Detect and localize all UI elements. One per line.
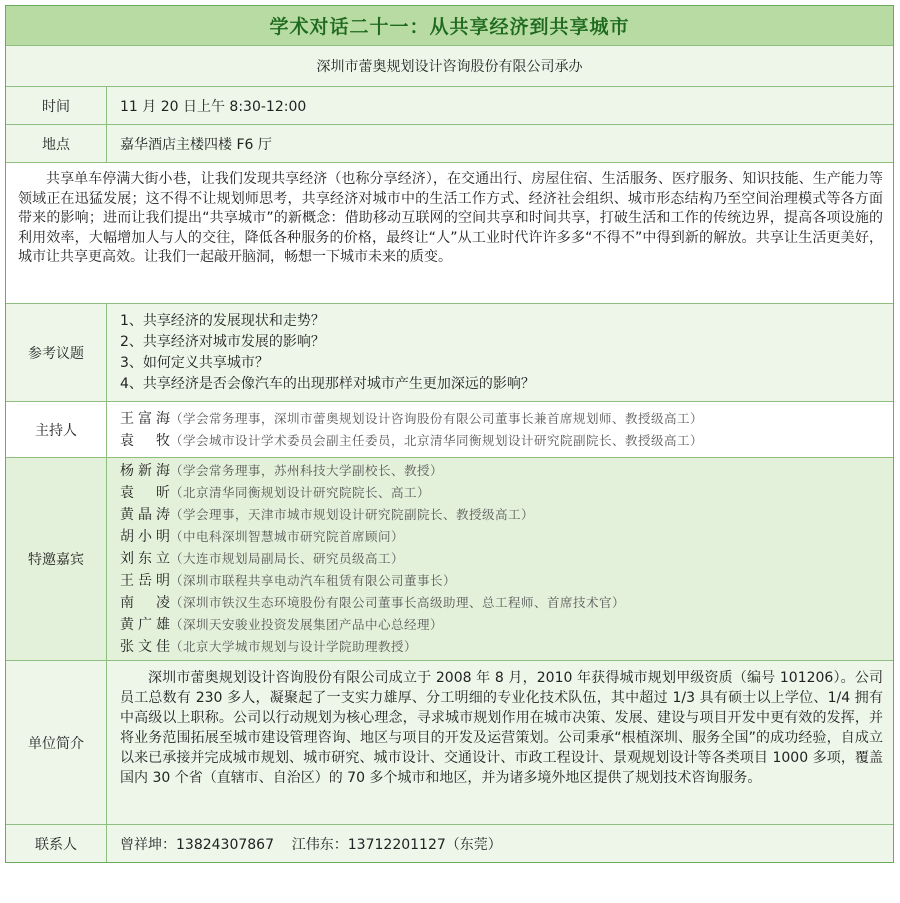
guest-item bbox=[120, 614, 883, 636]
company-label: 单位简介 bbox=[6, 661, 107, 824]
host-name: 王富海 bbox=[120, 410, 170, 427]
time-label: 时间 bbox=[6, 87, 107, 124]
topic-item: 2、共享经济对城市发展的影响？ bbox=[120, 333, 325, 350]
guest-desc: （中电科深圳智慧城市研究院首席顾问） bbox=[170, 529, 405, 544]
guest-name: 胡小明 bbox=[120, 529, 170, 545]
guest-item bbox=[120, 526, 883, 548]
time-value: 11 月 20 日上午 8:30-12:00 bbox=[120, 98, 307, 115]
topics-row bbox=[6, 304, 893, 402]
hosts-label: 主持人 bbox=[6, 402, 107, 457]
topics-label: 参考议题 bbox=[6, 304, 107, 401]
organizer-row bbox=[6, 46, 893, 87]
place-row bbox=[6, 125, 893, 163]
guest-item bbox=[120, 636, 883, 658]
guest-desc: （深圳天安骏业投资发展集团产品中心总经理） bbox=[170, 617, 444, 632]
guest-name: 王岳明 bbox=[120, 573, 170, 589]
organizer-text: 深圳市蕾奥规划设计咨询股份有限公司承办 bbox=[316, 59, 583, 75]
topic-item: 3、如何定义共享城市？ bbox=[120, 354, 269, 371]
guest-name: 刘东立 bbox=[120, 551, 170, 567]
guests-label: 特邀嘉宾 bbox=[6, 458, 107, 660]
guest-name: 黄广雄 bbox=[120, 617, 170, 633]
title-row bbox=[6, 6, 893, 46]
intro-row bbox=[6, 163, 893, 304]
company-text: 深圳市蕾奥规划设计咨询股份有限公司成立于 2008 年 8 月，2010 年获得城市规划甲级资质（编号 101206）。公司员工总数有 230 多人，凝聚起了一支实力雄厚、分工明细的专业化技术队伍，其中超过 1/3 具有硕士以上学位、1/4 拥有中高级以上职称。公司以行动规划为核心理念，寻求城市规划作用在城市决策、发展、建设与项目开发中更有效的发挥，并将业务范围拓展至城市建设管理咨询、地区与项目的开发及运营策划。公司秉承“根植深圳、服务全国”的成功经验，自成立以来已承接并完成城市规划、城市研究、城市设计、交通设计、市政工程设计、景观规划设计等各类项目 1000 多项，覆盖国内 30 个省（直辖市、自治区）的 70 多个城市和地区，并为诸多境外地区提供了规划技术咨询服务。 bbox=[120, 670, 883, 786]
place-value: 嘉华酒店主楼四楼 F6 厅 bbox=[120, 136, 272, 153]
page-title: 学术对话二十一：从共享经济到共享城市 bbox=[269, 16, 630, 38]
guest-desc: （学会常务理事，苏州科技大学副校长、教授） bbox=[170, 463, 444, 478]
host-name: 袁牧 bbox=[120, 432, 170, 449]
guests-row bbox=[6, 458, 893, 661]
host-desc: （学会常务理事，深圳市蕾奥规划设计咨询股份有限公司董事长兼首席规划师、教授级高工） bbox=[170, 410, 704, 426]
contact-value: 曾祥坤：13824307867 江伟东：13712201127（东莞） bbox=[120, 836, 502, 853]
time-row bbox=[6, 87, 893, 125]
host-item bbox=[120, 408, 883, 430]
guest-item bbox=[120, 548, 883, 570]
host-desc: （学会城市设计学术委员会副主任委员，北京清华同衡规划设计研究院副院长、教授级高工） bbox=[170, 432, 704, 448]
guest-name: 南凌 bbox=[120, 595, 170, 611]
guest-name: 张文佳 bbox=[120, 639, 170, 655]
guests-list bbox=[107, 458, 893, 660]
guest-item bbox=[120, 570, 883, 592]
hosts-row bbox=[6, 402, 893, 458]
guest-desc: （学会理事，天津市城市规划设计研究院副院长、教授级高工） bbox=[170, 507, 535, 522]
guest-name: 杨新海 bbox=[120, 463, 170, 479]
guest-name: 黄晶涛 bbox=[120, 507, 170, 523]
guest-desc: （北京清华同衡规划设计研究院院长、高工） bbox=[170, 485, 431, 500]
event-table bbox=[5, 5, 894, 863]
guest-desc: （深圳市铁汉生态环境股份有限公司董事长高级助理、总工程师、首席技术官） bbox=[170, 595, 626, 610]
contact-row bbox=[6, 825, 893, 862]
place-label: 地点 bbox=[6, 125, 107, 162]
contact-label: 联系人 bbox=[6, 825, 107, 862]
topics-list bbox=[107, 304, 893, 401]
guest-desc: （深圳市联程共享电动汽车租赁有限公司董事长） bbox=[170, 573, 457, 588]
guest-desc: （北京大学城市规划与设计学院助理教授） bbox=[170, 639, 418, 654]
host-item bbox=[120, 430, 883, 452]
topic-item: 1、共享经济的发展现状和走势？ bbox=[120, 312, 325, 329]
topic-item: 4、共享经济是否会像汽车的出现那样对城市产生更加深远的影响？ bbox=[120, 375, 535, 392]
guest-name: 袁昕 bbox=[120, 485, 170, 501]
guest-item bbox=[120, 482, 883, 504]
hosts-list bbox=[107, 402, 893, 457]
intro-text: 共享单车停满大街小巷，让我们发现共享经济（也称分享经济），在交通出行、房屋住宿、生活服务、医疗服务、知识技能、生产能力等领域正在迅猛发展；这不得不让规划师思考，共享经济对城市中的生活工作方式、经济社会组织、城市形态结构乃至空间治理模式等各方面带来的影响；进而让我们提出“共享城市”的新概念：借助移动互联网的空间共享和时间共享，打破生活和工作的传统边界，提高各项设施的利用效率，大幅增加人与人的交往，降低各种服务的价格，最终让“人”从工业时代许许多多“不得不”中得到新的解放。共享让生活更美好，城市让共享更高效。让我们一起敲开脑洞，畅想一下城市未来的质变。 bbox=[6, 163, 893, 303]
guest-item bbox=[120, 592, 883, 614]
company-row bbox=[6, 661, 893, 825]
guest-desc: （大连市规划局副局长、研究员级高工） bbox=[170, 551, 405, 566]
guest-item bbox=[120, 460, 883, 482]
guest-item bbox=[120, 504, 883, 526]
